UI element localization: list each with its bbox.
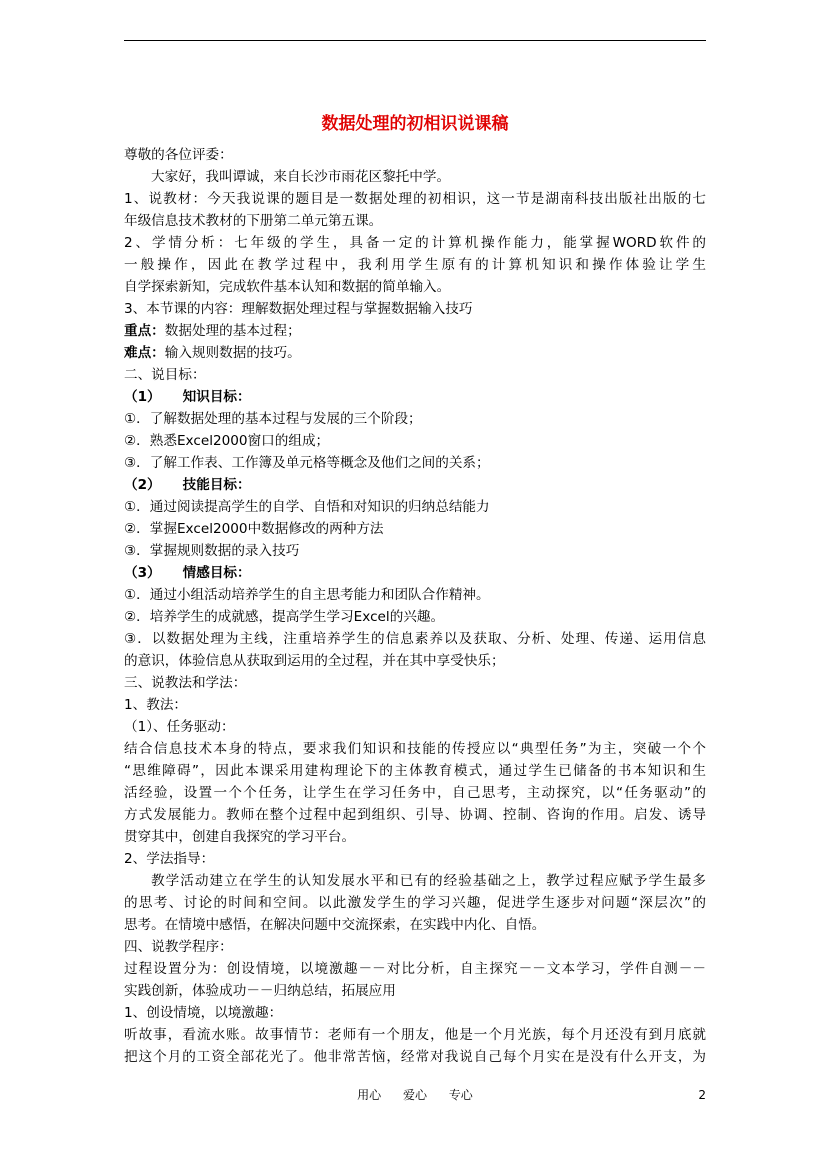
text-line: ③．了解工作表、工作簿及单元格等概念及他们之间的关系；: [124, 455, 490, 471]
document-title: 数据处理的初相识说课稿: [321, 114, 509, 134]
text-line: ①．通过小组活动培养学生的自主思考能力和团队合作精神。: [124, 587, 490, 603]
text-line: ①．通过阅读提高学生的自学、自悟和对知识的归纳总结能力: [124, 499, 490, 515]
text-line: 1、教法：: [124, 697, 188, 713]
text-line: 教学活动建立在学生的认知发展水平和已有的经验基础之上，教学过程应赋予学生最多: [151, 873, 706, 889]
text-line: [124, 342, 706, 364]
text-line: （1）、任务驱动：: [124, 719, 235, 735]
text-line: 把这个月的工资全部花光了。他非常苦恼，经常对我说自己每个月实在是没有什么开支，为: [124, 1049, 706, 1065]
line-text: 输入规则数据的技巧。: [164, 345, 301, 361]
section-number: （3）: [124, 565, 161, 581]
text-line: “思维障碍”，因此本课采用建构理论下的主体教育模式，通过学生已储备的书本知识和生: [124, 763, 706, 779]
text-line: 二、说目标：: [124, 367, 206, 383]
text-line: 2、学情分析：七年级的学生，具备一定的计算机操作能力，能掌握WORD软件的: [124, 235, 706, 251]
text-line: 大家好，我叫谭诚，来自长沙市雨花区黎托中学。: [151, 169, 451, 185]
section-heading: [124, 386, 706, 408]
section-title: 技能目标：: [182, 477, 251, 493]
text-line: 结合信息技术本身的特点，要求我们知识和技能的传授应以“典型任务”为主，突破一个个: [124, 741, 706, 757]
section-heading: [124, 562, 706, 584]
header-rule: [124, 40, 706, 41]
text-line: 一般操作，因此在教学过程中，我利用学生原有的计算机知识和操作体验让学生: [124, 257, 706, 273]
text-line: 思考。在情境中感悟，在解决问题中交流探索，在实践中内化、自悟。: [124, 917, 546, 933]
line-text: 数据处理的基本过程；: [164, 323, 301, 339]
text-line: 方式发展能力。教师在整个过程中起到组织、引导、协调、控制、咨询的作用。启发、诱导: [124, 807, 706, 823]
text-line: ③．以数据处理为主线，注重培养学生的信息素养以及获取、分析、处理、传递、运用信息: [124, 631, 706, 647]
text-line: 实践创新，体验成功－－归纳总结，拓展应用: [124, 983, 396, 999]
text-line: [124, 320, 706, 342]
text-line: ②．掌握Excel2000中数据修改的两种方法: [124, 521, 384, 537]
text-line: 1、创设情境，以境激趣：: [124, 1005, 283, 1021]
page-footer: [124, 1086, 706, 1104]
section-title: 情感目标：: [182, 565, 251, 581]
section-heading: [124, 474, 706, 496]
section-title: 知识目标：: [182, 389, 251, 405]
footer-motto: 用心 爱心 专心: [357, 1088, 473, 1102]
text-line: 2、学法指导：: [124, 851, 215, 867]
text-line: ②．培养学生的成就感，提高学生学习Excel的兴趣。: [124, 609, 445, 625]
text-line: 活经验，设置一个个任务，让学生在学习任务中，自己思考，主动探究，以“任务驱动”的: [124, 785, 706, 801]
emphasis-label: 重点：: [124, 323, 165, 339]
document-body: [124, 144, 706, 1068]
text-line: 四、说教学程序：: [124, 939, 233, 955]
emphasis-label: 难点：: [124, 345, 165, 361]
text-line: 听故事，看流水账。故事情节：老师有一个朋友，他是一个月光族，每个月还没有到月底就: [124, 1027, 706, 1043]
text-line: 过程设置分为：创设情境，以境激趣－－对比分析，自主探究－－文本学习，学件自测－－: [124, 961, 706, 977]
text-line: ③．掌握规则数据的录入技巧: [124, 543, 300, 559]
section-number: （1）: [124, 389, 161, 405]
text-line: 自学探索新知，完成软件基本认知和数据的简单输入。: [124, 279, 451, 295]
text-line: ②．熟悉Excel2000窗口的组成；: [124, 433, 330, 449]
text-line: 贯穿其中，创建自我探究的学习平台。: [124, 829, 356, 845]
text-line: 尊敬的各位评委：: [124, 147, 233, 163]
text-line: 的思考、讨论的时间和空间。以此激发学生的学习兴趣，促进学生逐步对问题“深层次”的: [124, 895, 706, 911]
text-line: 1、说教材：今天我说课的题目是一数据处理的初相识，这一节是湖南科技出版社出版的七: [124, 191, 706, 207]
section-number: （2）: [124, 477, 161, 493]
page-number: 2: [698, 1088, 706, 1102]
text-line: 三、说教法和学法：: [124, 675, 247, 691]
text-line: 的意识，体验信息从获取到运用的全过程，并在其中享受快乐；: [124, 653, 505, 669]
text-line: 年级信息技术教材的下册第二单元第五课。: [124, 213, 383, 229]
text-line: 3、本节课的内容：理解数据处理过程与掌握数据输入技巧: [124, 301, 473, 317]
text-line: ①．了解数据处理的基本过程与发展的三个阶段；: [124, 411, 422, 427]
